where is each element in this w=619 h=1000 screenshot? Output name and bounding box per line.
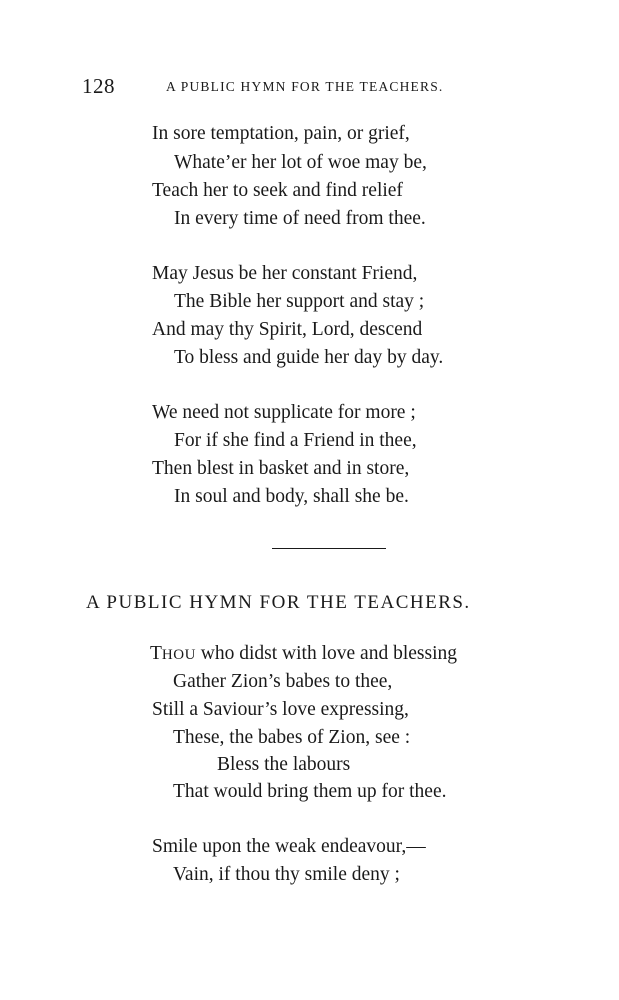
hymn-title: A PUBLIC HYMN FOR THE TEACHERS. — [86, 592, 471, 613]
first-line-rest: who didst with love and blessing — [195, 643, 457, 664]
hymn-line: Smile upon the weak endeavour,— — [152, 836, 426, 857]
page-number: 128 — [82, 74, 115, 98]
poem-line: In every time of need from thee. — [174, 208, 426, 229]
hymn-line: Bless the labours — [217, 754, 351, 775]
poem-line: Teach her to seek and find relief — [152, 180, 403, 201]
initial-letter: T — [150, 643, 162, 664]
section-divider — [272, 548, 386, 549]
hymn-line: Gather Zion’s babes to thee, — [173, 671, 393, 692]
running-head — [82, 74, 502, 100]
poem-line: For if she find a Friend in thee, — [174, 430, 417, 451]
poem-line: Whate’er her lot of woe may be, — [174, 152, 427, 173]
hymn-first-line — [150, 642, 457, 667]
hymn-line: Still a Saviour’s love expressing, — [152, 699, 409, 720]
poem-line: In soul and body, shall she be. — [174, 486, 409, 507]
poem-line: The Bible her support and stay ; — [174, 291, 425, 312]
small-caps-rest: HOU — [161, 647, 196, 663]
poem-line: We need not supplicate for more ; — [152, 402, 416, 423]
hymn-line: That would bring them up for thee. — [173, 781, 447, 802]
poem-line: In sore temptation, pain, or grief, — [152, 123, 410, 144]
running-title: A PUBLIC HYMN FOR THE TEACHERS. — [166, 79, 444, 94]
drop-word — [150, 643, 196, 664]
hymn-line: Vain, if thou thy smile deny ; — [173, 864, 400, 885]
poem-line: To bless and guide her day by day. — [174, 347, 444, 368]
poem-line: And may thy Spirit, Lord, descend — [152, 319, 423, 340]
poem-line: May Jesus be her constant Friend, — [152, 263, 418, 284]
hymn-line: These, the babes of Zion, see : — [173, 727, 411, 748]
poem-line: Then blest in basket and in store, — [152, 458, 410, 479]
